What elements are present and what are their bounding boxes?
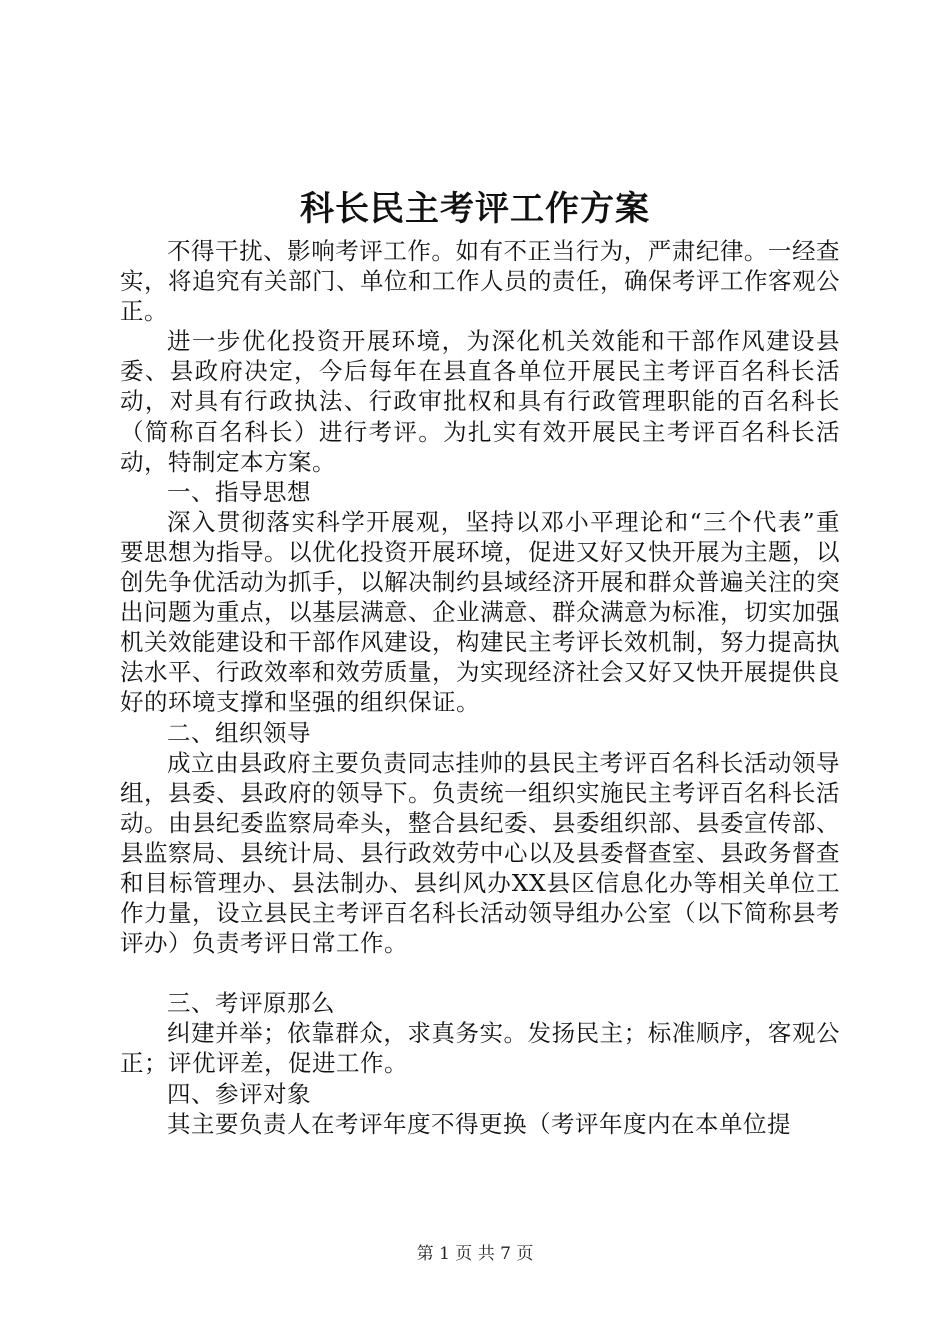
document-title: 科长民主考评工作方案: [300, 189, 650, 229]
section-heading: 一、指导思想: [167, 477, 311, 506]
page-number-footer: 第 1 页 共 7 页: [416, 1244, 534, 1264]
section-heading: 三、考评原那么: [167, 989, 335, 1018]
section-heading: 四、参评对象: [167, 1079, 311, 1108]
paragraph: 其主要负责人在考评年度不得更换（考评年度内在本单位提: [167, 1109, 791, 1138]
section-heading: 二、组织领导: [167, 718, 311, 747]
paragraph: 纠建并举；依靠群众，求真务实。发扬民主；标准顺序，客观公正；评优评差，促进工作。: [120, 1019, 840, 1078]
paragraph: 深入贯彻落实科学开展观，坚持以邓小平理论和“三个代表”重要思想为指导。以优化投资开展环境，促进又好又快开展为主题，以创先争优活动为抓手，以解决制约县域经济开展和群众普遍关注的突出问题为重点，以基层满意、企业满意、群众满意为标准，切实加强机关效能建设和干部作风建设，构建民主考评长效机制，努力提高执法水平、行政效率和效劳质量，为实现经济社会又好又快开展提供良好的环境支撑和坚强的组织保证。: [120, 507, 840, 717]
paragraph: 进一步优化投资开展环境，为深化机关效能和干部作风建设县委、县政府决定，今后每年在县直各单位开展民主考评百名科长活动，对具有行政执法、行政审批权和具有行政管理职能的百名科长（简称百名科长）进行考评。为扎实有效开展民主考评百名科长活动，特制定本方案。: [120, 327, 840, 476]
paragraph: 不得干扰、影响考评工作。如有不正当行为，严肃纪律。一经查实，将追究有关部门、单位和工作人员的责任，确保考评工作客观公正。: [120, 237, 840, 326]
document-body: [120, 236, 840, 1139]
paragraph: 成立由县政府主要负责同志挂帅的县民主考评百名科长活动领导组，县委、县政府的领导下。负责统一组织实施民主考评百名科长活动。由县纪委监察局牵头，整合县纪委、县委组织部、县委宣传部、县监察局、县统计局、县行政效劳中心以及县委督查室、县政务督查和目标管理办、县法制办、县纠风办XX县区信息化办等相关单位工作力量，设立县民主考评百名科长活动领导组办公室（以下简称县考评办）负责考评日常工作。: [120, 748, 840, 958]
